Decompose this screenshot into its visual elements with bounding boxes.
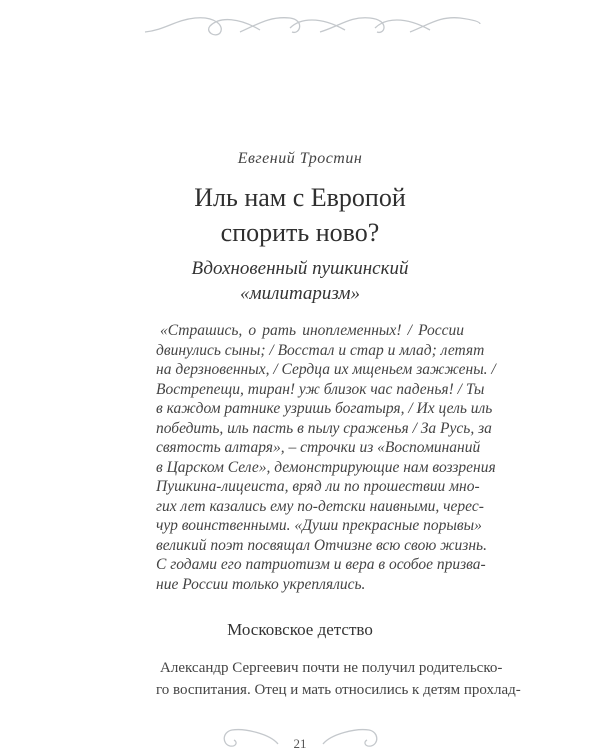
article-subtitle: [0, 256, 600, 306]
text-line: Вострепещи, тиран! уж близок час паденья! / Ты: [156, 380, 485, 398]
top-ornament-icon: [0, 0, 600, 40]
subtitle-line: Вдохновенный пушкинский: [191, 258, 409, 279]
text-line: С годами его патриотизм и вера в особое призва-: [156, 556, 486, 573]
text-line: Пушкина-лицеиста, вряд ли по прошествии мно-: [156, 478, 480, 495]
epigraph-paragraph: [156, 321, 496, 594]
title-line: Иль нам с Европой: [194, 183, 406, 212]
page-number: 21: [293, 736, 307, 751]
text-line: Александр Сергеевич почти не получил родительско-: [160, 660, 503, 676]
text-line: «Страшись, о рать иноплеменных! / России: [160, 322, 464, 339]
text-line: на дерзновенных, / Сердца их мщеньем зажжены. /: [156, 361, 496, 378]
text-line: победить, иль пасть в пылу сраженья / За Русь, за: [156, 419, 492, 437]
article-title: [0, 180, 600, 250]
text-line: го воспитания. Отец и мать относились к детям прохлад-: [156, 682, 521, 698]
text-line: великий поэт посвящал Отчизне всю свою жизнь.: [156, 536, 487, 554]
body-paragraph: [156, 657, 521, 701]
section-heading: Московское детство: [227, 620, 373, 639]
text-line: ние России только укреплялись.: [156, 575, 366, 593]
text-line: чур воинственными. «Души прекрасные порывы»: [156, 517, 482, 534]
text-line: гих лет казались ему по-детски наивными, черес-: [156, 497, 484, 515]
title-line: спорить ново?: [220, 218, 380, 247]
text-line: святость алтаря», – строчки из «Воспоминаний: [156, 439, 481, 456]
author-name: Евгений Тростин: [237, 150, 363, 167]
text-line: в каждом ратнике узришь богатыря, / Их цель иль: [156, 400, 493, 417]
text-line: двинулись сыны; / Восстал и стар и млад; летят: [156, 341, 485, 359]
text-line: в Царском Селе», демонстрирующие нам воззрения: [156, 458, 496, 476]
subtitle-line: «милитаризм»: [240, 283, 360, 304]
